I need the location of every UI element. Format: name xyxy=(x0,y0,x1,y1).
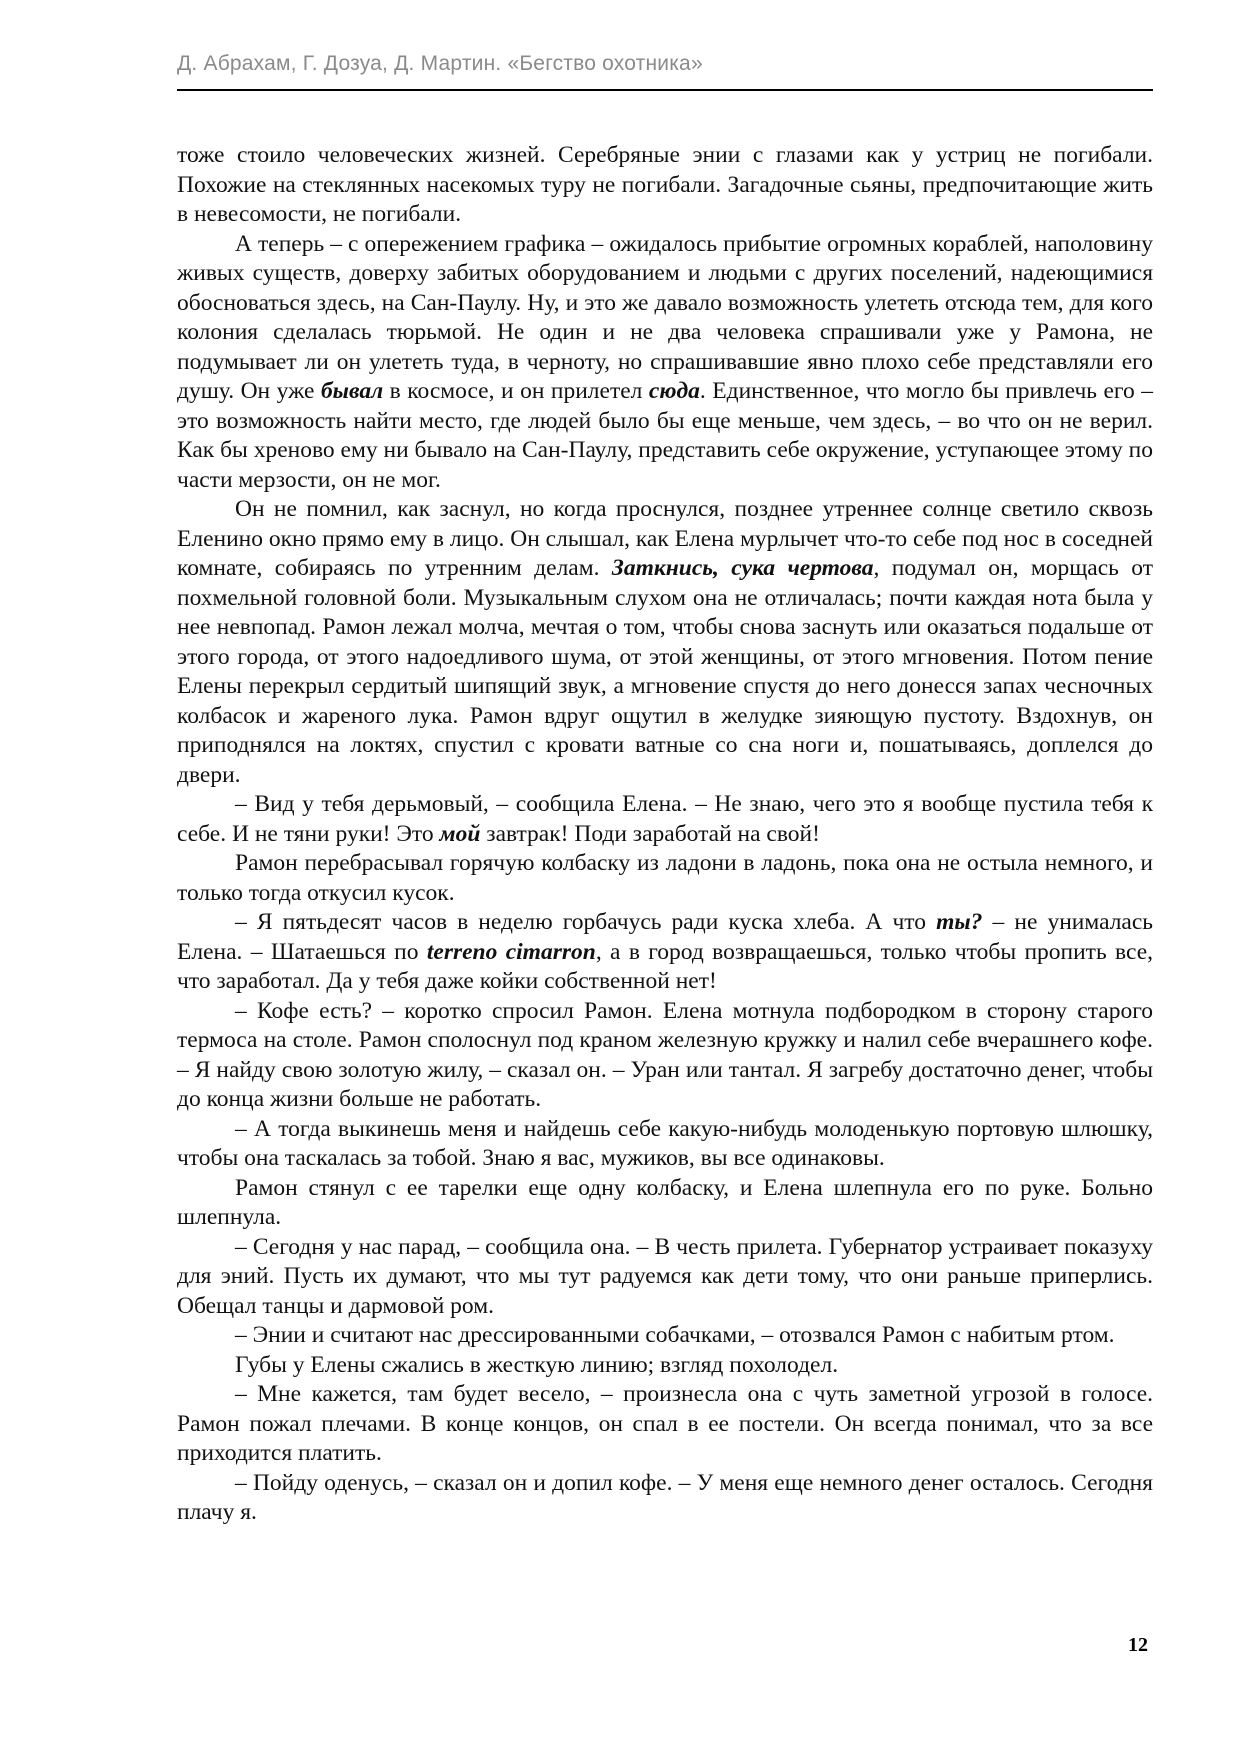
paragraph xyxy=(177,1233,1153,1322)
paragraph-text: Рамон стянул с ее тарелки еще одну колбаску, и Елена шлепнула его по руке. Больно шлепнула. xyxy=(177,1174,1153,1230)
paragraph-text: тоже стоило человеческих жизней. Серебряные энии с глазами как у устриц не погибали. Похожие на стеклянных насекомых туру не погибали. Загадочные сьяны, предпочитающие жить в невесомости, не погибали. xyxy=(177,142,1153,227)
paragraph-text: Он не помнил, как заснул, но когда проснулся, позднее утреннее солнце светило сквозь Еленино окно прямо ему в лицо. Он слышал, как Елена мурлычет что-то себе под нос в соседней комнате, собираясь по утренним делам. xyxy=(177,496,1153,581)
running-header: Д. Абрахам, Г. Дозуа, Д. Мартин. «Бегство охотника» xyxy=(177,52,703,75)
paragraph xyxy=(177,1469,1153,1528)
emphasized-text: Заткнись, сука чертова xyxy=(611,555,874,581)
paragraph-text: Рамон перебрасывал горячую колбаску из ладони в ладонь, пока она не остыла немного, и только тогда откусил кусок. xyxy=(177,850,1153,906)
paragraph xyxy=(177,849,1153,908)
paragraph-text: , а в город возвращаешься, только чтобы пропить все, что заработал. Да у тебя даже койки собственной нет! xyxy=(177,938,1153,994)
paragraph-text: в космосе, и он прилетел xyxy=(383,378,649,404)
paragraph xyxy=(177,908,1153,997)
paragraph-text: – Сегодня у нас парад, – сообщила она. – В честь прилета. Губернатор устраивает показуху для эний. Пусть их думают, что мы тут радуемся как дети тому, что они раньше приперлись. Обещал танцы и дармовой ром. xyxy=(177,1233,1153,1319)
emphasized-text: мой xyxy=(439,820,481,847)
paragraph xyxy=(177,997,1153,1115)
header-rule xyxy=(177,89,1153,91)
paragraph xyxy=(177,141,1153,230)
paragraph-text: – Вид у тебя дерьмовый, – сообщила Елена. – Не знаю, чего это я вообще пустила тебя к себе. И не тяни руки! Это xyxy=(177,791,1153,847)
emphasized-text: terreno cimarron xyxy=(426,938,596,965)
paragraph xyxy=(177,1115,1153,1174)
paragraph xyxy=(177,1174,1153,1233)
paragraph-text: – не унималась Елена. – Шатаешься по xyxy=(177,909,1154,965)
paragraph-text: – А тогда выкинешь меня и найдешь себе какую-нибудь молоденькую портовую шлюшку, чтобы она таскалась за тобой. Знаю я вас, мужиков, вы все одинаковы. xyxy=(177,1115,1153,1171)
paragraph xyxy=(177,1380,1153,1469)
paragraph xyxy=(177,790,1153,849)
paragraph-text: – Энии и считают нас дрессированными собачками, – отозвался Рамон с набитым ртом. xyxy=(235,1322,1115,1348)
emphasized-text: ты? xyxy=(936,909,983,935)
paragraph xyxy=(177,230,1153,496)
paragraph-text: – Мне кажется, там будет весело, – произнесла она с чуть заметной угрозой в голосе. Рамон пожал плечами. В конце концов, он спал в ее постели. Он всегда понимал, что за все приходится платить. xyxy=(177,1381,1153,1466)
paragraph xyxy=(177,495,1153,790)
paragraph-text: – Я пятьдесят часов в неделю горбачусь ради куска хлеба. А что xyxy=(235,909,937,935)
paragraph xyxy=(177,1351,1153,1381)
paragraph-text: А теперь – с опережением графика – ожидалось прибытие огромных кораблей, наполовину живых существ, доверху забитых оборудованием и людьми с других поселений, надеющимися обосноваться здесь, на Сан-Паулу. Ну, и это же давало возможность улететь отсюда тем, для кого колония сделалась тюрьмой. Не один и не два человека спрашивали уже у Рамона, не подумывает ли он улететь туда, в черноту, но спрашивавшие явно плохо себе представляли его душу. Он уже xyxy=(177,230,1153,404)
paragraph-text: Губы у Елены сжались в жесткую линию; взгляд похолодел. xyxy=(235,1351,839,1378)
emphasized-text: бывал xyxy=(320,378,384,404)
paragraph-text: завтрак! Поди заработай на свой! xyxy=(480,820,820,847)
page-number: 12 xyxy=(1128,1634,1148,1656)
emphasized-text: сюда xyxy=(648,378,700,404)
paragraph-text: . Единственное, что могло бы привлечь его – это возможность найти место, где людей было бы еще меньше, чем здесь, – во что он не верил. Как бы хреново ему ни бывало на Сан-Паулу, представить себе окружение, уступающее этому по части мерзости, он не мог. xyxy=(177,378,1153,493)
paragraph xyxy=(177,1321,1153,1351)
paragraph-text: , подумал он, морщась от похмельной головной боли. Музыкальным слухом она не отличалась; почти каждая нота была у нее невпопад. Рамон лежал молча, мечтая о том, чтобы снова заснуть или оказаться подальше от этого города, от этого надоедливого шума, от этой женщины, от этого мгновения. Потом пение Елены перекрыл сердитый шипящий звук, а мгновение спустя до него донесся запах чесночных колбасок и жареного лука. Рамон вдруг ощутил в желудке зияющую пустоту. Вздохнув, он приподнялся на локтях, спустил с кровати ватные со сна ноги и, пошатываясь, доплелся до двери. xyxy=(177,555,1153,788)
paragraph-text: – Кофе есть? – коротко спросил Рамон. Елена мотнула подбородком в сторону старого термоса на столе. Рамон сполоснул под краном железную кружку и налил себе вчерашнего кофе. – Я найду свою золотую жилу, – сказал он. – Уран или тантал. Я загребу достаточно денег, чтобы до конца жизни больше не работать. xyxy=(177,997,1153,1112)
paragraph-text: – Пойду оденусь, – сказал он и допил кофе. – У меня еще немного денег осталось. Сегодня плачу я. xyxy=(177,1469,1153,1525)
body-text xyxy=(177,141,1153,1528)
